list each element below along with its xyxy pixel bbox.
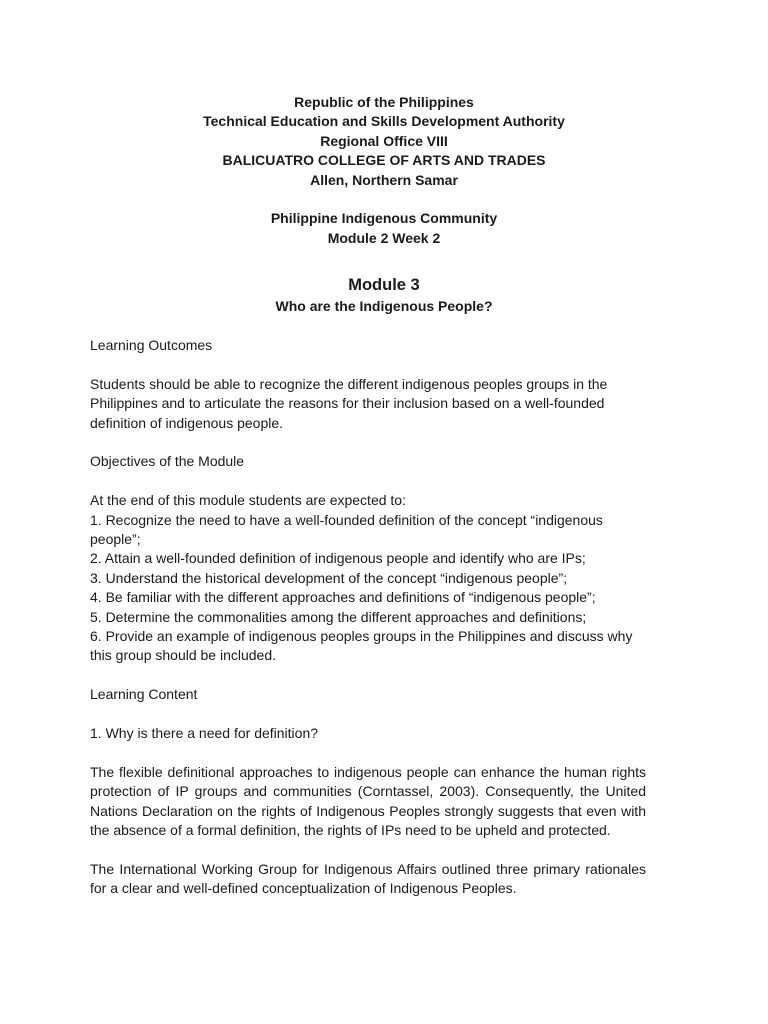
list-item: 5. Determine the commonalities among the different approaches and definitions; (90, 608, 587, 625)
learning-content-question: 1. Why is there a need for definition? (90, 725, 319, 742)
learning-content-paragraph-1: The flexible definitional approaches to indigenous people can enhance the human rights protection of IP groups and communities (Corntassel, 2003). Consequently, the United Nations Declaration on the rights of Indigenous Peoples strongly suggests that even with the absence of a formal definition, the rights of IPs need to be upheld and protected. (90, 763, 646, 839)
list-item: 6. Provide an example of indigenous peoples groups in the Philippines and discuss why this group should be included. (90, 628, 633, 664)
objectives-intro: At the end of this module students are expected to: (90, 492, 406, 509)
list-item: 3. Understand the historical development of the concept “indigenous people”; (90, 569, 568, 586)
list-item: 2. Attain a well-founded definition of indigenous people and identify who are IPs; (90, 550, 586, 567)
course-header (90, 209, 678, 248)
list-item: 4. Be familiar with the different approaches and definitions of “indigenous people”; (90, 589, 596, 606)
header-line-college: BALICUATRO COLLEGE OF ARTS AND TRADES (222, 152, 546, 169)
header-line-regional-office: Regional Office VIII (320, 132, 448, 149)
list-item: 1. Recognize the need to have a well-founded definition of the concept “indigenous people”; (90, 511, 603, 548)
module-title: Module 3 (348, 276, 420, 295)
course-title: Philippine Indigenous Community (270, 210, 498, 227)
learning-outcomes-heading: Learning Outcomes (90, 337, 213, 354)
header-line-republic: Republic of the Philippines (294, 94, 474, 110)
learning-content-paragraph-2: The International Working Group for Indigenous Affairs outlined three primary rationales for a clear and well-defined conceptualization of Indigenous Peoples. (90, 860, 646, 897)
module-subtitle: Who are the Indigenous People? (275, 298, 493, 315)
institution-header (90, 93, 678, 190)
objectives-heading: Objectives of the Module (90, 453, 245, 470)
header-line-location: Allen, Northern Samar (310, 171, 458, 188)
learning-outcomes-text: Students should be able to recognize the different indigenous peoples groups in the Philippines and to articulate the reasons for their inclusion based on a well-founded definition of indigenous people. (90, 375, 608, 431)
course-module-week: Module 2 Week 2 (327, 229, 441, 246)
header-line-tesda: Technical Education and Skills Development Authority (203, 113, 565, 130)
learning-content-heading: Learning Content (90, 686, 198, 703)
objectives-list (90, 511, 646, 666)
